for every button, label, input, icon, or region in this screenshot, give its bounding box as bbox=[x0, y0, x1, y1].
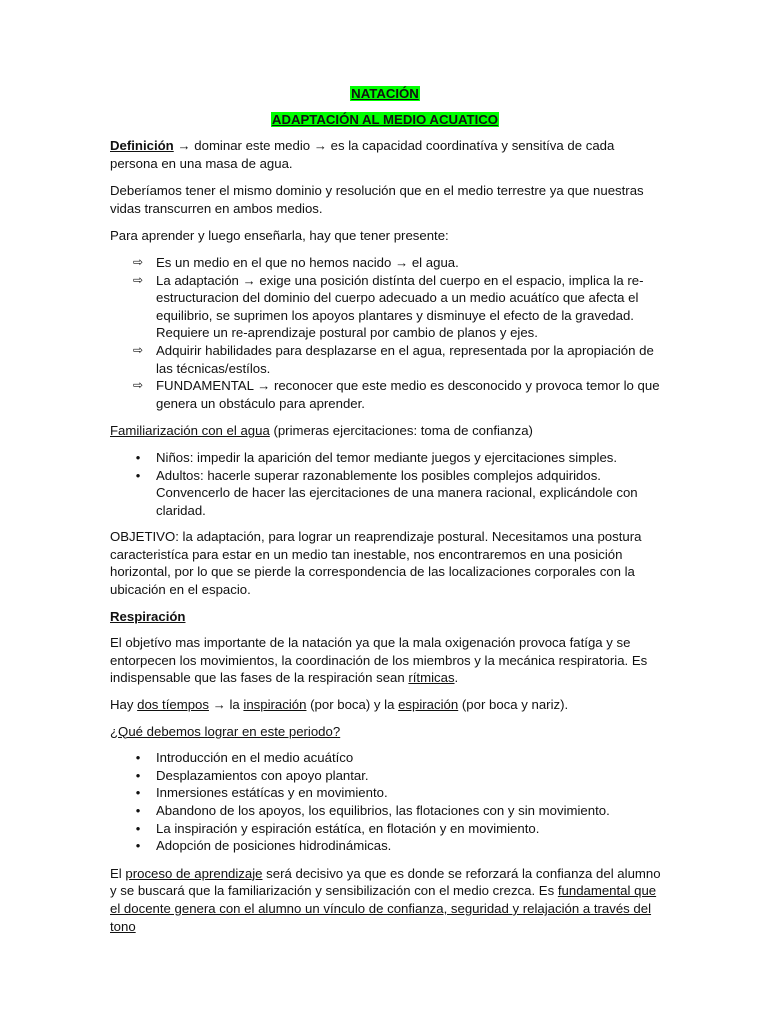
pregunta-heading bbox=[110, 723, 660, 741]
respiracion-label: Respiración bbox=[110, 608, 186, 624]
arrow-list bbox=[110, 254, 660, 412]
list-item-text: FUNDAMENTAL bbox=[156, 378, 258, 394]
list-item-text: Abandono de los apoyos, los equilibrios, las flotaciones con y sin movimiento. bbox=[156, 803, 610, 818]
list-item bbox=[110, 467, 660, 520]
doc-subtitle: ADAPTACIÓN AL MEDIO ACUATICO bbox=[271, 112, 499, 127]
arrow-bullet-icon: ⇨ bbox=[132, 272, 144, 287]
respiracion-end: . bbox=[454, 670, 459, 686]
familiarizacion-paragraph bbox=[110, 422, 660, 440]
bullet-icon: • bbox=[135, 750, 141, 766]
list-item-text: Inmersiones estátícas y en movimiento. bbox=[156, 785, 388, 801]
list-item bbox=[110, 272, 660, 342]
arrow-icon: → bbox=[212, 697, 226, 713]
arrow-icon: → bbox=[313, 138, 327, 153]
list-item bbox=[110, 449, 660, 467]
espiracion-word: espiración bbox=[398, 697, 459, 713]
list-item-text: Adopción de posiciones hidrodinámicas. bbox=[156, 838, 392, 854]
document-page bbox=[110, 85, 660, 935]
arrow-bullet-icon: ⇨ bbox=[132, 378, 144, 393]
tiempos-la: la bbox=[225, 697, 244, 713]
tiempos-hay: Hay bbox=[110, 697, 138, 713]
bullet-icon: • bbox=[135, 785, 141, 801]
list-item-text: Introducción en el medio acuátíco bbox=[156, 750, 354, 766]
bullet-icon: • bbox=[135, 467, 141, 483]
arrow-icon: → bbox=[242, 272, 256, 288]
objetivo-paragraph: OBJETIVO: la adaptación, para lograr un reaprendizaje postural. Necesitamos una postura caracteristíca para estar en un medio tan inestable, nos encontraremos en una posición horizontal, por lo que se pierde la correspondencia de las localizaciones corporales con la ubicación en el espacio. bbox=[110, 529, 642, 598]
tiempos-mid: (por boca) y la bbox=[306, 697, 399, 713]
definicion-text-1: dominar este medio bbox=[190, 138, 314, 153]
bullet-icon: • bbox=[135, 803, 141, 818]
list-item-text: Niños: impedir la aparición del temor mediante juegos y ejercitaciones simples. bbox=[156, 449, 618, 465]
dos-tiempos: dos tíempos bbox=[137, 697, 209, 713]
list-item bbox=[110, 254, 660, 272]
fundamental-text: fundamental que el docente genera con el alumno un vínculo de confianza, seguridad y relajación a través del tono bbox=[110, 883, 657, 934]
definicion-text-2: es la capacidad coordinatíva y sensitíva de cada persona en una masa de agua. bbox=[110, 138, 615, 171]
list-item bbox=[110, 749, 660, 767]
list-item bbox=[110, 767, 660, 785]
list-item bbox=[110, 377, 660, 412]
bullet-icon: • bbox=[135, 449, 141, 465]
tiempos-paragraph bbox=[110, 696, 660, 714]
aprender-paragraph: Para aprender y luego enseñarla, hay que tener presente: bbox=[110, 228, 449, 244]
final-text-2: será decisivo ya que es donde se reforzará la confianza del alumno y se buscará que la familiarización y sensibilización con el medio crezca. Es bbox=[110, 865, 661, 899]
doc-subtitle-line bbox=[110, 111, 660, 131]
list-item-text: Es un medio en el que no hemos nacido bbox=[156, 254, 395, 270]
arrow-icon: → bbox=[395, 254, 409, 270]
list-item bbox=[110, 784, 660, 802]
bullet-icon: • bbox=[135, 767, 141, 783]
doc-title: NATACIÓN bbox=[351, 86, 419, 101]
periodo-list bbox=[110, 749, 660, 855]
doc-title-line bbox=[110, 85, 660, 105]
list-item bbox=[110, 802, 660, 820]
ritmicas-word: rítmicas bbox=[408, 670, 455, 686]
deberiamos-paragraph: Deberíamos tener el mismo dominio y resolución que en el medio terrestre ya que nuestras vidas transcurren en ambos medios. bbox=[110, 183, 644, 216]
bullet-icon: • bbox=[135, 838, 141, 854]
familiarizacion-text: (primeras ejercitaciones: toma de confianza) bbox=[269, 423, 533, 439]
list-item-text: Adquirir habilidades para desplazarse en el agua, representada por la apropiación de las técnicas/estílos. bbox=[156, 342, 654, 376]
familiarizacion-list bbox=[110, 449, 660, 519]
final-paragraph bbox=[110, 865, 662, 935]
inspiracion-word: inspiración bbox=[243, 697, 307, 713]
pregunta-text: ¿Qué debemos lograr en este periodo? bbox=[110, 723, 341, 739]
list-item bbox=[110, 342, 660, 377]
definicion-paragraph bbox=[110, 137, 660, 172]
list-item bbox=[110, 820, 660, 838]
list-item-text: Desplazamientos con apoyo plantar. bbox=[156, 767, 369, 783]
arrow-bullet-icon: ⇨ bbox=[132, 254, 144, 269]
familiarizacion-label: Familiarización con el agua bbox=[110, 423, 270, 439]
list-item-text: La adaptación bbox=[156, 272, 243, 288]
list-item-text: el agua. bbox=[408, 254, 459, 270]
respiracion-paragraph bbox=[110, 634, 660, 687]
respiracion-text: El objetívo mas importante de la natación ya que la mala oxigenación provoca fatíga y se entorpecen los movimientos, la coordinación de los miembros y la mecánica respiratoria. Es indispensable que las fases de la respiración sean bbox=[110, 635, 648, 686]
list-item bbox=[110, 837, 660, 855]
arrow-icon: → bbox=[177, 138, 191, 153]
bullet-icon: • bbox=[135, 820, 141, 836]
respiracion-heading bbox=[110, 608, 660, 626]
proceso-aprendizaje: proceso de aprendizaje bbox=[125, 865, 263, 881]
tiempos-end: (por boca y nariz). bbox=[458, 697, 569, 713]
list-item-text: Adultos: hacerle superar razonablemente los posibles complejos adquiridos. Convencerlo de hacer las ejercitaciones de una manera racional, explicándole con claridad. bbox=[156, 467, 638, 518]
list-item-text: La inspiración y espiración estátíca, en flotación y en movimiento. bbox=[156, 820, 540, 836]
list-item-text: exige una posición distínta del cuerpo en el espacio, implica la re-estructuracion del dominio del cuerpo adecuado a un medio acuátíco que afecta el equilibrio, se suprimen los apoyos plantares y disminuye el efecto de la gravedad. Requiere un re-aprendizaje postural por cambio de planos y ejes. bbox=[156, 272, 644, 341]
list-item-text: reconocer que este medio es desconocido y provoca temor lo que genera un obstáculo para aprender. bbox=[156, 378, 660, 411]
arrow-bullet-icon: ⇨ bbox=[132, 342, 144, 357]
definicion-label: Definición bbox=[110, 138, 174, 153]
arrow-icon: → bbox=[257, 378, 271, 394]
final-text-1: El bbox=[110, 865, 126, 881]
